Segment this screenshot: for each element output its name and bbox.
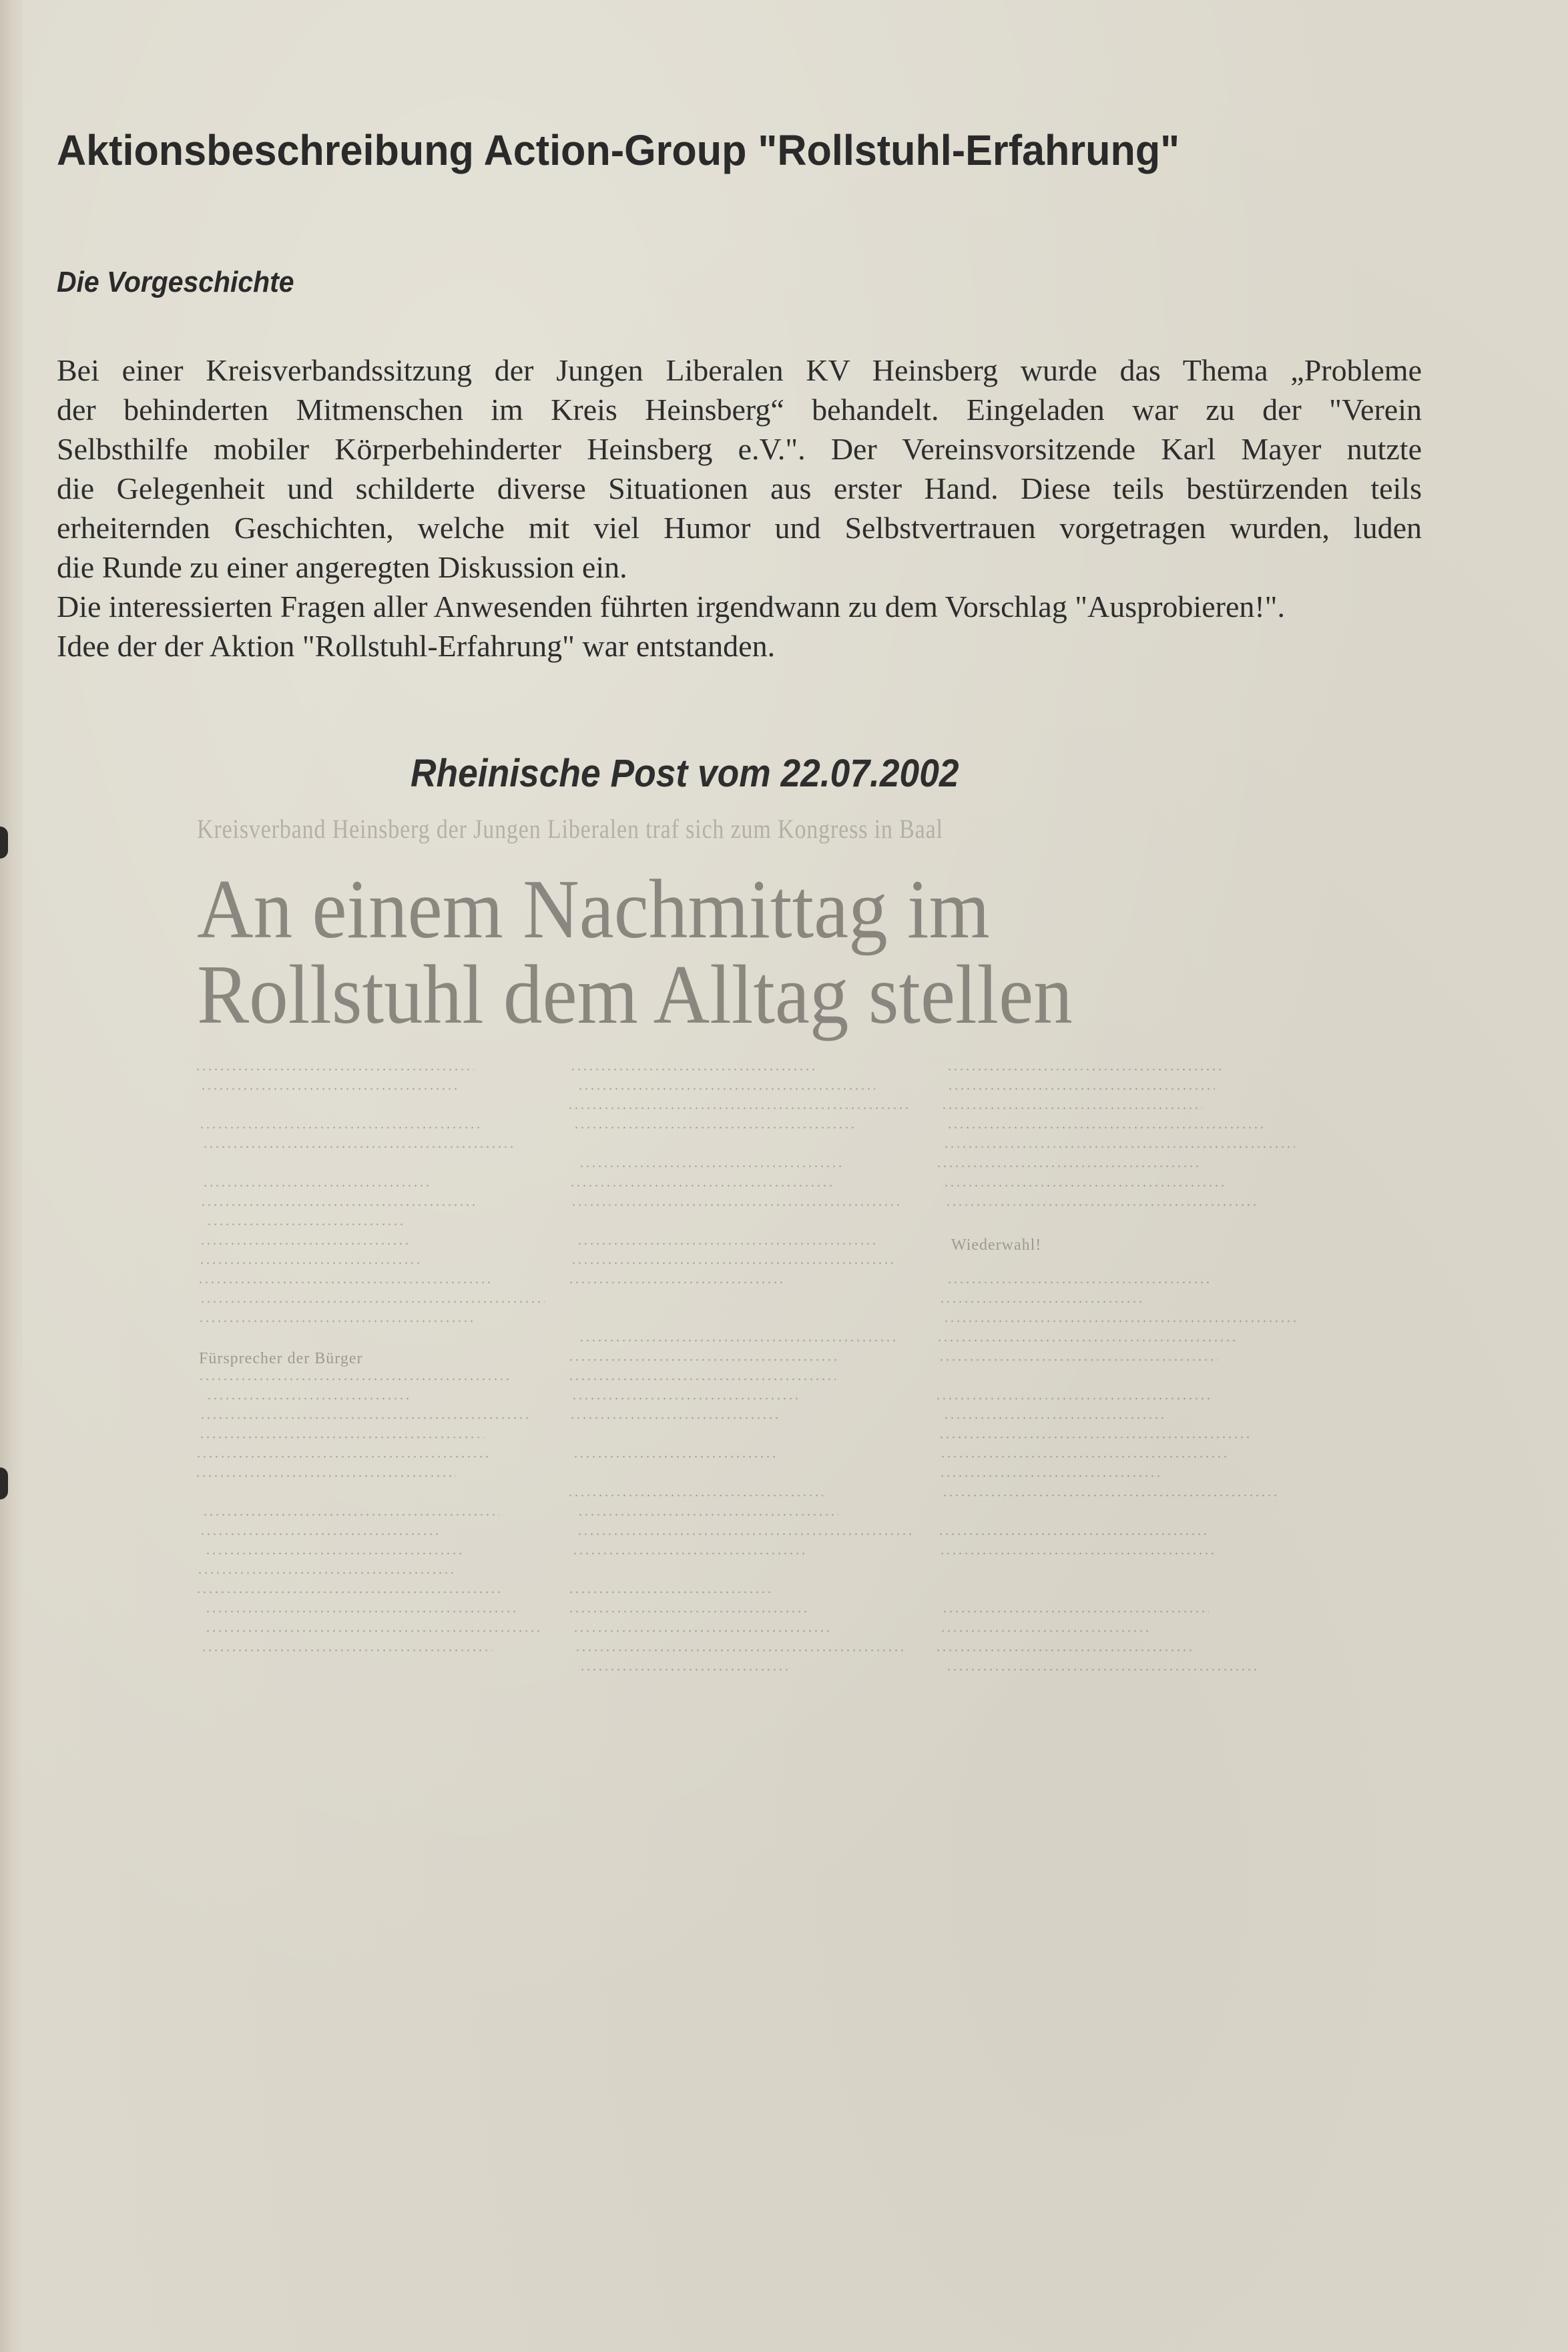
- faded-text-line: [571, 1262, 897, 1264]
- faded-text-line: [943, 1184, 1226, 1187]
- faded-text-line: [579, 1165, 841, 1168]
- faded-text-line: [939, 1475, 1162, 1477]
- paragraph-line: Die interessierten Fragen aller Anwesenden führten irgendwann zu dem Vorschlag "Ausprobieren!".: [57, 590, 1285, 624]
- faded-text-line: [573, 1126, 856, 1129]
- faded-text-line: [577, 1242, 878, 1245]
- faded-text-line: [200, 1417, 529, 1419]
- clipping-source: Rheinische Post vom 22.07.2002: [411, 752, 959, 795]
- faded-text-line: [945, 1204, 1260, 1206]
- faded-text-line: [579, 1668, 789, 1671]
- faded-text-line: [205, 1552, 465, 1555]
- faded-text-line: [943, 1146, 1296, 1148]
- faded-text-line: [939, 1552, 1215, 1555]
- paragraph-line: erheiternden Geschichten, welche mit viel Humor und Selbstvertrauen vorgetragen wurden, luden: [57, 511, 1422, 545]
- faded-text-line: [938, 1533, 1210, 1536]
- page-spine: [0, 0, 23, 2352]
- section-heading: Die Vorgeschichte: [57, 266, 294, 298]
- faded-text-line: [571, 1204, 902, 1206]
- faded-text-line: [936, 1165, 1201, 1168]
- faded-text-line: [202, 1184, 430, 1187]
- faded-text-line: [199, 1262, 419, 1264]
- faded-text-line: [577, 1088, 875, 1090]
- faded-text-line: [206, 1397, 410, 1400]
- paragraph-line: Idee der der Aktion "Rollstuhl-Erfahrung" war entstanden.: [57, 629, 776, 663]
- faded-text-line: [940, 1630, 1151, 1632]
- faded-text-line: [198, 1281, 493, 1284]
- paragraph-line: die Runde zu einer angeregten Diskussion ein.: [57, 550, 627, 584]
- faded-text-line: [205, 1610, 515, 1613]
- faded-text-line: [568, 1591, 772, 1594]
- faded-text-line: [573, 1630, 832, 1632]
- faded-text-line: [942, 1610, 1209, 1613]
- faded-text-line: [205, 1630, 541, 1632]
- faded-text-line: [201, 1649, 492, 1652]
- faded-text-line: [937, 1339, 1239, 1342]
- faded-text-line: [947, 1088, 1215, 1090]
- faded-text-line: [571, 1397, 798, 1400]
- article-headline-line-2: Rollstuhl dem Alltag stellen: [197, 949, 1073, 1041]
- faded-text-line: [569, 1184, 834, 1187]
- faded-text-line: [198, 1378, 510, 1381]
- faded-text-line: [947, 1068, 1220, 1071]
- faded-text-line: [195, 1068, 473, 1071]
- faded-text-line: [196, 1455, 489, 1458]
- faded-text-line: [200, 1088, 461, 1090]
- faded-text-line: [942, 1494, 1279, 1497]
- faded-text-line: [943, 1320, 1296, 1323]
- faded-text-line: [568, 1359, 836, 1361]
- faded-text-line: [939, 1436, 1251, 1439]
- faded-text-line: [568, 1378, 835, 1381]
- faded-text-line: [195, 1475, 456, 1477]
- faded-text-line: [197, 1572, 457, 1574]
- paragraph-line: Selbsthilfe mobiler Körperbehinderter Heinsberg e.V.". Der Vereinsvorsitzende Karl Mayer nutzte: [57, 432, 1422, 466]
- faded-text-line: [577, 1513, 839, 1516]
- faded-text-line: [941, 1107, 1202, 1110]
- faded-text-line: [947, 1126, 1266, 1129]
- binding-hole-mark: [0, 1467, 8, 1499]
- faded-text-line: [575, 1649, 907, 1652]
- faded-text-line: [567, 1494, 823, 1497]
- faded-text-line: [943, 1417, 1167, 1419]
- faded-text-line: [567, 1107, 908, 1110]
- faded-text-line: [200, 1301, 545, 1303]
- faded-text-line: [940, 1455, 1230, 1458]
- binding-hole-mark: [0, 827, 8, 859]
- faded-text-line: [579, 1339, 899, 1342]
- faded-text-line: [199, 1126, 482, 1129]
- article-subheading: Wiederwahl!: [951, 1236, 1042, 1254]
- article-headline-line-1: An einem Nachmittag im: [197, 863, 990, 956]
- article-body-faded: [194, 1055, 1288, 1696]
- faded-text-line: [202, 1513, 499, 1516]
- faded-text-line: [569, 1417, 782, 1419]
- faded-text-line: [568, 1610, 806, 1613]
- faded-text-line: [577, 1533, 913, 1536]
- faded-text-line: [939, 1301, 1142, 1303]
- faded-text-line: [200, 1242, 409, 1245]
- faded-text-line: [947, 1281, 1212, 1284]
- faded-text-line: [946, 1668, 1256, 1671]
- paragraph-line: der behinderten Mitmenschen im Kreis Heinsberg“ behandelt. Eingeladen war zu der "Verein: [57, 393, 1422, 427]
- faded-text-line: [573, 1455, 777, 1458]
- paragraph-line: die Gelegenheit und schilderte diverse Situationen aus erster Hand. Diese teils bestürzenden teils: [57, 471, 1422, 505]
- faded-text-line: [939, 1359, 1217, 1361]
- faded-text-line: [568, 1281, 785, 1284]
- faded-text-line: [198, 1320, 475, 1323]
- faded-text-line: [199, 1436, 484, 1439]
- faded-text-line: [200, 1533, 441, 1536]
- faded-text-line: [935, 1397, 1212, 1400]
- faded-text-line: [206, 1223, 405, 1226]
- faded-text-line: [572, 1552, 805, 1555]
- article-subheading: Fürsprecher der Bürger: [199, 1350, 363, 1367]
- document-title: Aktionsbeschreibung Action-Group "Rollstuhl-Erfahrung": [57, 126, 1180, 174]
- faded-text-line: [935, 1649, 1192, 1652]
- article-kicker: Kreisverband Heinsberg der Jungen Liberalen traf sich zum Kongress in Baal: [197, 814, 943, 844]
- paragraph-line: Bei einer Kreisverbandssitzung der Jungen Liberalen KV Heinsberg wurde das Thema „Probleme: [57, 353, 1422, 387]
- faded-text-line: [200, 1204, 479, 1206]
- faded-text-line: [570, 1068, 817, 1071]
- faded-text-line: [196, 1591, 503, 1594]
- faded-text-line: [202, 1146, 515, 1148]
